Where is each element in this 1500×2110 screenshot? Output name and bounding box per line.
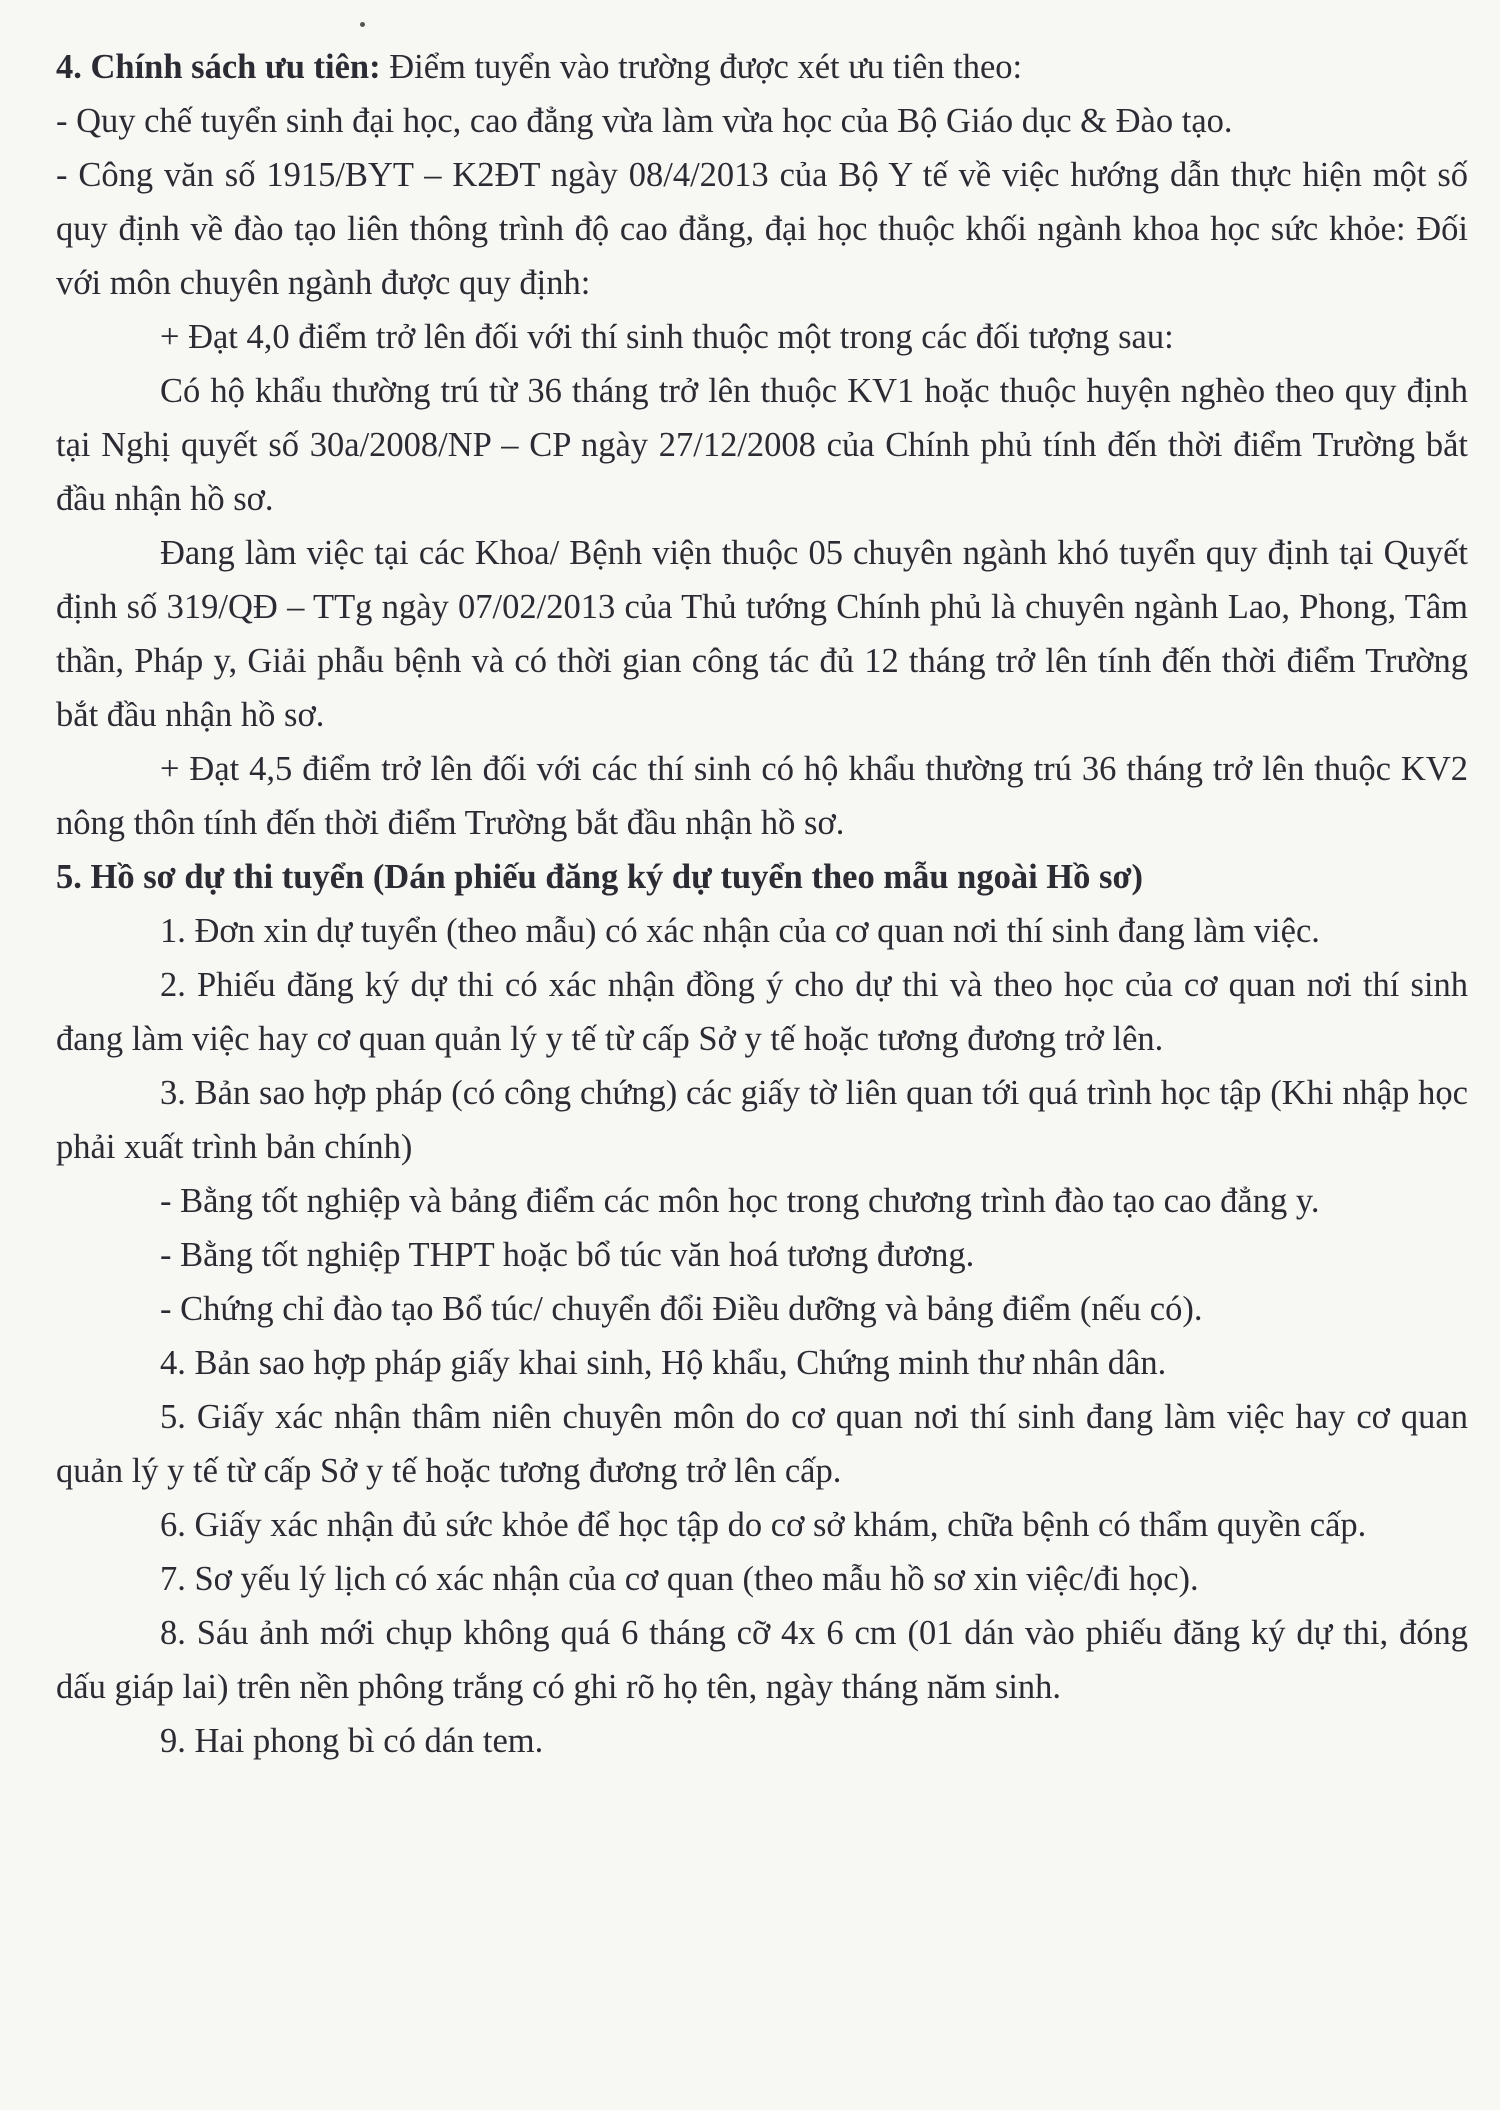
section-4-plus-1: + Đạt 4,0 điểm trở lên đối với thí sinh thuộc một trong các đối tượng sau: xyxy=(160,318,1174,356)
section-4-paragraph-2: Đang làm việc tại các Khoa/ Bệnh viện thuộc 05 chuyên ngành khó tuyển quy định tại Quyết định số 319/QĐ – TTg ngày 07/02/2013 của Thủ tướng Chính phủ là chuyên ngành Lao, Phong, Tâm thần, Pháp y, Giải phẫu bệnh và có thời gian công tác đủ 12 tháng trở lên tính đến thời điểm Trường bắt đầu nhận hồ sơ. xyxy=(56,534,1468,734)
section-4-plus-2: + Đạt 4,5 điểm trở lên đối với các thí sinh có hộ khẩu thường trú 36 tháng trở lên thuộc KV2 nông thôn tính đến thời điểm Trường bắt đầu nhận hồ sơ. xyxy=(56,750,1468,842)
section-5-heading: 5. Hồ sơ dự thi tuyển (Dán phiếu đăng ký dự tuyển theo mẫu ngoài Hồ sơ) xyxy=(56,858,1144,896)
section-5-item-3: 3. Bản sao hợp pháp (có công chứng) các giấy tờ liên quan tới quá trình học tập (Khi nhập học phải xuất trình bản chính) xyxy=(56,1074,1468,1166)
section-5-item-5: 5. Giấy xác nhận thâm niên chuyên môn do cơ quan nơi thí sinh đang làm việc hay cơ quan quản lý y tế từ cấp Sở y tế hoặc tương đương trở lên cấp. xyxy=(56,1398,1468,1490)
section-5-item-3-sub-1: - Bằng tốt nghiệp và bảng điểm các môn học trong chương trình đào tạo cao đẳng y. xyxy=(160,1182,1320,1220)
section-5-item-3-sub-2: - Bằng tốt nghiệp THPT hoặc bổ túc văn hoá tương đương. xyxy=(160,1236,975,1274)
section-4-heading: 4. Chính sách ưu tiên: xyxy=(56,48,381,86)
section-5-item-7: 7. Sơ yếu lý lịch có xác nhận của cơ quan (theo mẫu hồ sơ xin việc/đi học). xyxy=(160,1560,1199,1598)
section-4-intro: Điểm tuyển vào trường được xét ưu tiên theo: xyxy=(389,48,1023,86)
section-5-item-6: 6. Giấy xác nhận đủ sức khỏe để học tập do cơ sở khám, chữa bệnh có thẩm quyền cấp. xyxy=(160,1506,1367,1544)
section-4-paragraph-1: Có hộ khẩu thường trú từ 36 tháng trở lên thuộc KV1 hoặc thuộc huyện nghèo theo quy định tại Nghị quyết số 30a/2008/NP – CP ngày 27/12/2008 của Chính phủ tính đến thời điểm Trường bắt đầu nhận hồ sơ. xyxy=(56,372,1468,518)
section-5-item-8: 8. Sáu ảnh mới chụp không quá 6 tháng cỡ 4x 6 cm (01 dán vào phiếu đăng ký dự thi, đóng dấu giáp lai) trên nền phông trắng có ghi rõ họ tên, ngày tháng năm sinh. xyxy=(56,1614,1468,1706)
section-4-item-2: - Công văn số 1915/BYT – K2ĐT ngày 08/4/2013 của Bộ Y tế về việc hướng dẫn thực hiện một số quy định về đào tạo liên thông trình độ cao đẳng, đại học thuộc khối ngành khoa học sức khỏe: Đối với môn chuyên ngành được quy định: xyxy=(56,156,1468,302)
section-5-item-3-sub-3: - Chứng chỉ đào tạo Bổ túc/ chuyển đổi Điều dưỡng và bảng điểm (nếu có). xyxy=(160,1290,1203,1328)
section-5-item-9: 9. Hai phong bì có dán tem. xyxy=(160,1722,544,1760)
section-4-item-1: - Quy chế tuyển sinh đại học, cao đẳng vừa làm vừa học của Bộ Giáo dục & Đào tạo. xyxy=(56,102,1233,140)
section-4-heading-line xyxy=(56,40,1468,94)
section-5-item-1: 1. Đơn xin dự tuyển (theo mẫu) có xác nhận của cơ quan nơi thí sinh đang làm việc. xyxy=(160,912,1320,950)
scan-speck xyxy=(360,22,365,27)
section-5-item-2: 2. Phiếu đăng ký dự thi có xác nhận đồng ý cho dự thi và theo học của cơ quan nơi thí sinh đang làm việc hay cơ quan quản lý y tế từ cấp Sở y tế hoặc tương đương trở lên. xyxy=(56,966,1468,1058)
section-5-item-4: 4. Bản sao hợp pháp giấy khai sinh, Hộ khẩu, Chứng minh thư nhân dân. xyxy=(160,1344,1167,1382)
